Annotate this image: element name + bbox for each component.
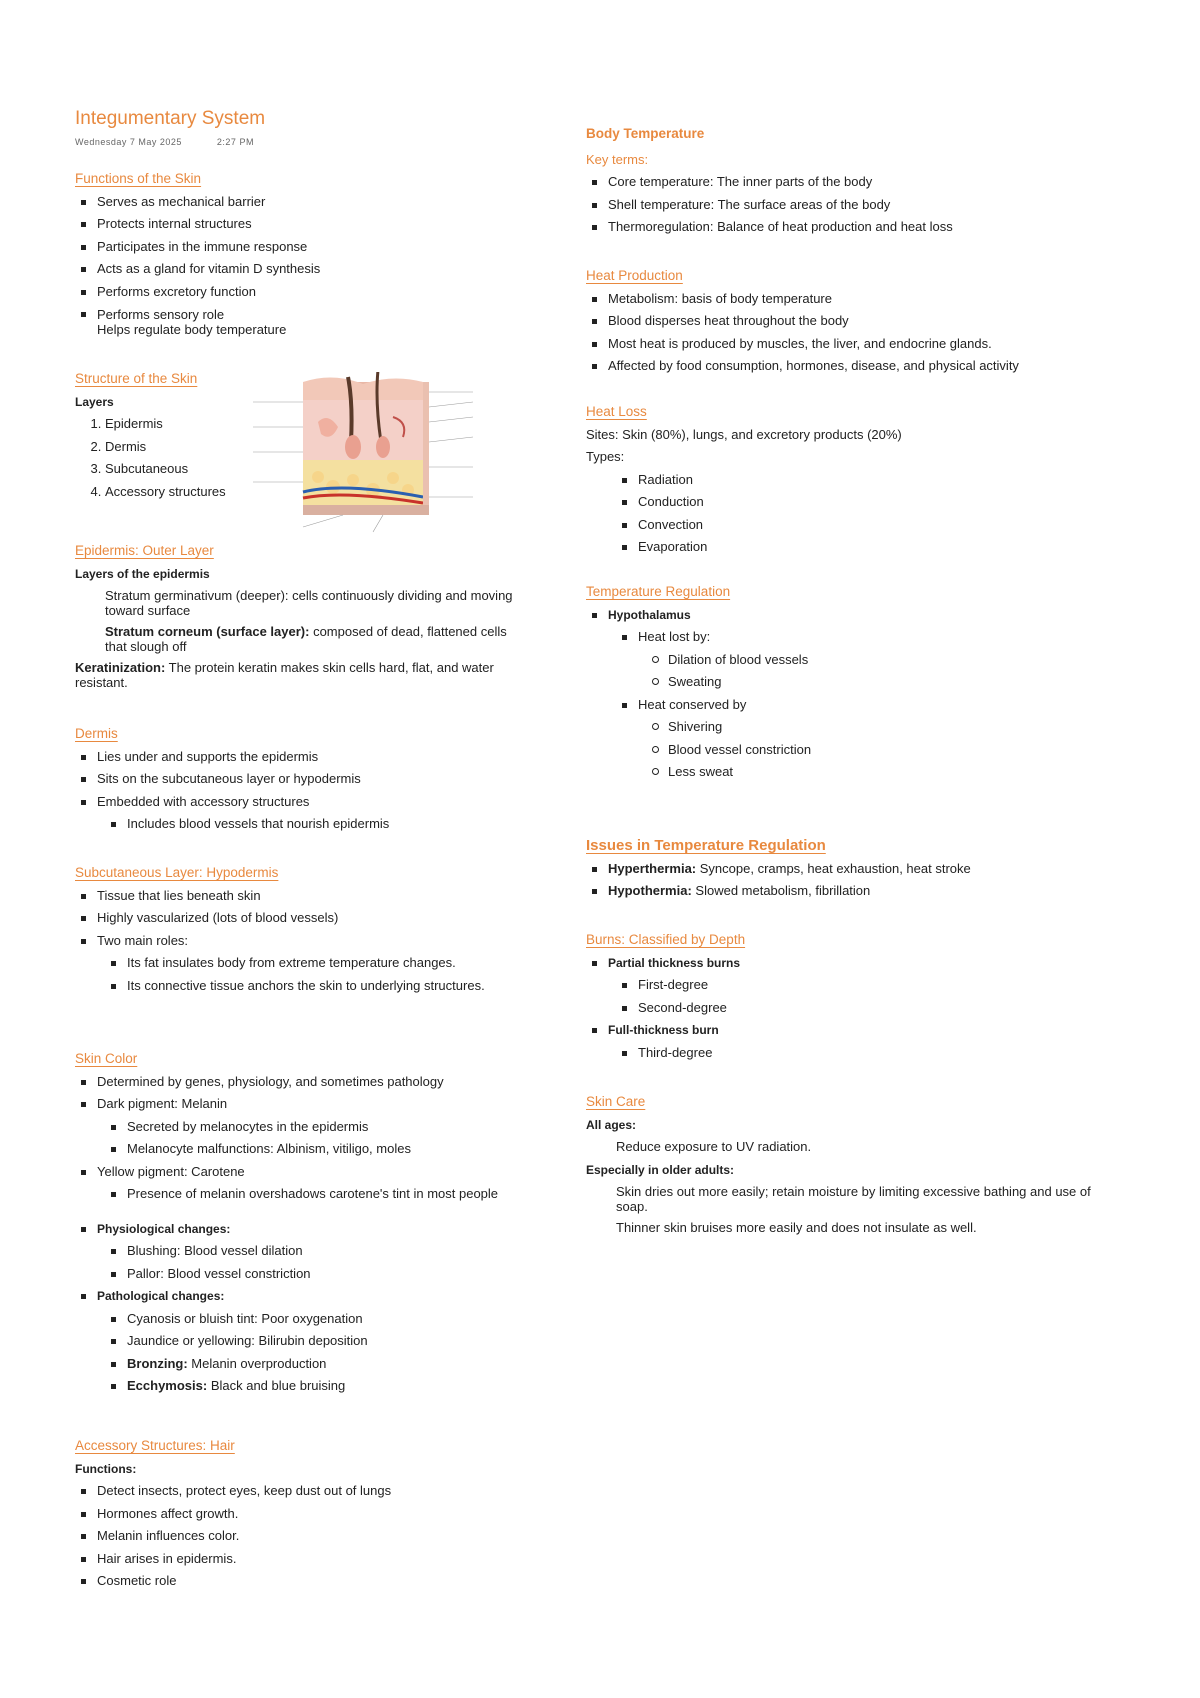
- list-item: Third-degree: [638, 1042, 1126, 1065]
- section-heading: Body Temperature: [586, 126, 705, 141]
- section-heading: Subcutaneous Layer: Hypodermis: [75, 865, 279, 880]
- page-time: 2:27 PM: [216, 137, 254, 147]
- section-subcutaneous: [75, 862, 525, 997]
- list-item: Metabolism: basis of body temperature: [608, 288, 1126, 311]
- list-item: Its connective tissue anchors the skin to underlying structures.: [127, 975, 525, 998]
- list-item: Heat lost by:: [638, 626, 1126, 649]
- section-body-temperature: [586, 123, 1126, 239]
- list-item: Acts as a gland for vitamin D synthesis: [97, 258, 525, 281]
- section-heading: Burns: Classified by Depth: [586, 932, 746, 947]
- list-item: Pallor: Blood vessel constriction: [127, 1263, 525, 1286]
- list-item: Heat conserved by: [638, 694, 1126, 717]
- list-item: Hormones affect growth.: [97, 1503, 525, 1526]
- list-item: Most heat is produced by muscles, the liver, and endocrine glands.: [608, 333, 1126, 356]
- skincare-paragraph: Skin dries out more easily; retain moisture by limiting excessive bathing and use of soap.: [616, 1184, 1091, 1214]
- page-title: Integumentary System: [75, 108, 266, 129]
- section-skin-color: [75, 1048, 525, 1398]
- list-item: Second-degree: [638, 997, 1126, 1020]
- list-item: Performs excretory function: [97, 281, 525, 304]
- list-item: Secreted by melanocytes in the epidermis: [127, 1116, 525, 1139]
- list-item: Hypothalamus: [608, 604, 1126, 627]
- list-item: Bronzing: Melanin overproduction: [127, 1353, 525, 1376]
- list-item: Pathological changes:: [97, 1285, 525, 1308]
- list-item: Thermoregulation: Balance of heat production and heat loss: [608, 216, 1126, 239]
- list-item: 3. Subcutaneous: [105, 458, 275, 481]
- list-item: Hair arises in epidermis.: [97, 1548, 525, 1571]
- list-item: 1. Epidermis: [105, 413, 275, 436]
- list-item: Dark pigment: Melanin: [97, 1093, 525, 1116]
- list-item: Melanin influences color.: [97, 1525, 525, 1548]
- list-item: Its fat insulates body from extreme temperature changes.: [127, 952, 525, 975]
- section-functions: [75, 168, 525, 337]
- section-heading: Accessory Structures: Hair: [75, 1438, 235, 1453]
- list-item: Blood disperses heat throughout the body: [608, 310, 1126, 333]
- list-item: Performs sensory role Helps regulate body temperature: [97, 303, 525, 337]
- section-heading: Skin Care: [586, 1094, 646, 1109]
- section-hair: [75, 1435, 525, 1593]
- list-item: Full-thickness burn: [608, 1019, 1126, 1042]
- list-item: Conduction: [638, 491, 1126, 514]
- section-heading: Heat Loss: [586, 404, 647, 419]
- list-item: Highly vascularized (lots of blood vessels): [97, 907, 525, 930]
- list-item: Core temperature: The inner parts of the body: [608, 171, 1126, 194]
- list-item: Ecchymosis: Black and blue bruising: [127, 1375, 525, 1398]
- section-heading: Heat Production: [586, 268, 683, 283]
- section-temperature-regulation: [586, 581, 1126, 784]
- list-item: Shivering: [668, 716, 1126, 739]
- list-item: Yellow pigment: Carotene: [97, 1161, 525, 1184]
- list-item: Embedded with accessory structures: [97, 791, 525, 814]
- section-epidermis: [75, 540, 525, 690]
- list-item: 2. Dermis: [105, 436, 275, 459]
- skin-cross-section-icon: [243, 372, 533, 557]
- section-heat-production: [586, 265, 1126, 378]
- section-dermis: [75, 723, 525, 836]
- list-item: Sits on the subcutaneous layer or hypodermis: [97, 768, 525, 791]
- list-item: Participates in the immune response: [97, 236, 525, 259]
- section-heading: Epidermis: Outer Layer: [75, 543, 214, 558]
- list-item: Detect insects, protect eyes, keep dust out of lungs: [97, 1480, 525, 1503]
- list-item-continuation: Helps regulate body temperature: [97, 322, 287, 337]
- epidermis-paragraph: Stratum germinativum (deeper): cells continuously dividing and moving toward surface: [105, 588, 513, 618]
- section-heat-loss: [586, 401, 1126, 559]
- list-item: First-degree: [638, 974, 1126, 997]
- heat-loss-sites: Sites: Skin (80%), lungs, and excretory products (20%): [586, 426, 902, 442]
- list-item: Shell temperature: The surface areas of the body: [608, 194, 1126, 217]
- section-heading: Dermis: [75, 726, 118, 741]
- functions-list: [75, 191, 525, 338]
- skincare-older-label: Especially in older adults:: [586, 1162, 735, 1177]
- list-item: Affected by food consumption, hormones, disease, and physical activity: [608, 355, 1126, 378]
- section-heading: Structure of the Skin: [75, 371, 198, 386]
- list-item: Evaporation: [638, 536, 1126, 559]
- list-item: Melanocyte malfunctions: Albinism, vitiligo, moles: [127, 1138, 525, 1161]
- epidermis-paragraph: Stratum corneum (surface layer): composed of dead, flattened cells that slough off: [105, 624, 507, 654]
- list-item: Tissue that lies beneath skin: [97, 885, 525, 908]
- section-issues: [586, 835, 1126, 903]
- list-item: Lies under and supports the epidermis: [97, 746, 525, 769]
- list-item: Convection: [638, 514, 1126, 537]
- list-item: 4. Accessory structures: [105, 481, 275, 504]
- list-item: Jaundice or yellowing: Bilirubin deposition: [127, 1330, 525, 1353]
- epidermis-label: Layers of the epidermis: [75, 566, 210, 581]
- section-burns: [586, 929, 1126, 1064]
- section-heading: Temperature Regulation: [586, 584, 731, 599]
- list-item: Cyanosis or bluish tint: Poor oxygenation: [127, 1308, 525, 1331]
- list-item: Blood vessel constriction: [668, 739, 1126, 762]
- list-item: Sweating: [668, 671, 1126, 694]
- skincare-paragraph: Reduce exposure to UV radiation.: [616, 1139, 812, 1154]
- skincare-all-ages-label: All ages:: [586, 1117, 637, 1132]
- list-item: Partial thickness burns: [608, 952, 1126, 975]
- heat-loss-types-label: Types:: [586, 449, 625, 464]
- keratinization-paragraph: Keratinization: The protein keratin makes skin cells hard, flat, and water resistant.: [75, 660, 494, 690]
- list-item: Cosmetic role: [97, 1570, 525, 1593]
- key-terms-label: Key terms:: [586, 151, 649, 167]
- section-heading: Functions of the Skin: [75, 171, 202, 186]
- list-item: Less sweat: [668, 761, 1126, 784]
- page-date: Wednesday 7 May 2025: [75, 137, 182, 147]
- list-item: Radiation: [638, 469, 1126, 492]
- list-item: Two main roles:: [97, 930, 525, 953]
- page-meta: [75, 137, 286, 147]
- list-item: Physiological changes:: [97, 1218, 525, 1241]
- list-item: Protects internal structures: [97, 213, 525, 236]
- list-item: Determined by genes, physiology, and sometimes pathology: [97, 1071, 525, 1094]
- list-item: Hypothermia: Slowed metabolism, fibrillation: [608, 880, 1126, 903]
- list-item: Hyperthermia: Syncope, cramps, heat exhaustion, heat stroke: [608, 858, 1126, 881]
- list-item: Dilation of blood vessels: [668, 649, 1126, 672]
- section-skin-care: [586, 1091, 1126, 1235]
- skincare-paragraph: Thinner skin bruises more easily and does not insulate as well.: [616, 1220, 977, 1235]
- hair-label: Functions:: [75, 1461, 137, 1476]
- list-item: Presence of melanin overshadows carotene's tint in most people: [127, 1183, 525, 1206]
- list-item: Blushing: Blood vessel dilation: [127, 1240, 525, 1263]
- section-heading: Skin Color: [75, 1051, 138, 1066]
- list-item: Serves as mechanical barrier: [97, 191, 525, 214]
- structure-label: Layers: [75, 394, 114, 409]
- section-heading: Issues in Temperature Regulation: [586, 837, 826, 854]
- list-item: Includes blood vessels that nourish epidermis: [127, 813, 525, 836]
